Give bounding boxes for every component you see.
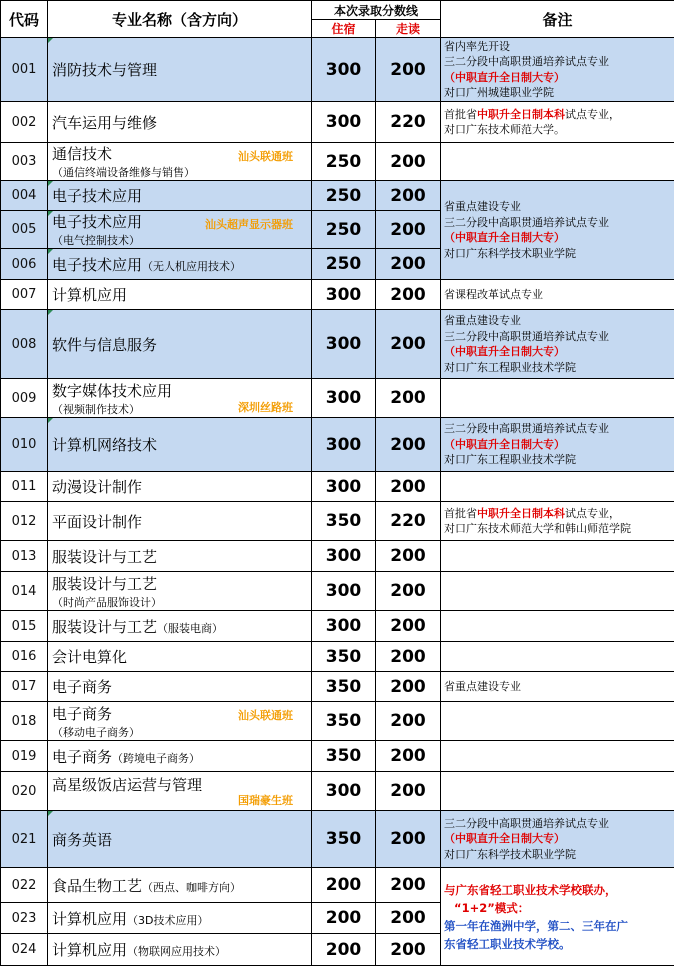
resident-score: 300 xyxy=(312,38,376,102)
major-direction: （3D技术应用） xyxy=(127,913,209,927)
commute-score: 220 xyxy=(376,102,441,143)
resident-score: 200 xyxy=(312,903,376,934)
commute-score: 200 xyxy=(376,772,441,811)
resident-score: 350 xyxy=(312,702,376,741)
commute-score: 200 xyxy=(376,472,441,502)
header-remark: 备注 xyxy=(441,1,674,38)
major-direction: （通信终端设备维修与销售） xyxy=(52,166,195,179)
commute-score: 200 xyxy=(376,143,441,181)
header-resident: 住宿 xyxy=(312,20,376,38)
remark-cell: 省课程改革试点专业 xyxy=(441,280,674,310)
table-row xyxy=(1,38,674,102)
commute-score: 200 xyxy=(376,741,441,772)
major-name: 汽车运用与维修 xyxy=(52,113,158,132)
row-code: 022 xyxy=(1,868,48,903)
remark-line-blue: 东省轻工职业技术学校。 xyxy=(444,936,571,951)
class-tag: 汕头超声显示器班 xyxy=(205,218,293,231)
table-row xyxy=(1,611,674,642)
resident-score: 300 xyxy=(312,102,376,143)
table-row xyxy=(1,811,674,868)
major-name: 计算机应用 xyxy=(52,941,128,959)
row-code: 003 xyxy=(1,143,48,181)
commute-score: 200 xyxy=(376,868,441,903)
remark-cell xyxy=(441,502,674,541)
table-row xyxy=(1,143,674,181)
row-code: 023 xyxy=(1,903,48,934)
remark-cell xyxy=(441,541,674,572)
resident-score: 300 xyxy=(312,772,376,811)
row-code: 012 xyxy=(1,502,48,541)
commute-score: 200 xyxy=(376,379,441,418)
remark-line: 三二分段中高职贯通培养试点专业 xyxy=(444,55,610,68)
remark-cell xyxy=(441,772,674,811)
major-name: 计算机应用 xyxy=(52,909,128,928)
commute-score: 200 xyxy=(376,934,441,966)
remark-line: 三二分段中高职贯通培养试点专业 xyxy=(444,422,610,436)
table-row xyxy=(1,741,674,772)
remark-text: 试点专业， xyxy=(565,506,621,520)
remark-cell xyxy=(441,379,674,418)
remark-line: 对口广东科学技术职业学院 xyxy=(444,246,577,260)
resident-score: 300 xyxy=(312,379,376,418)
major-name: 电子技术应用 xyxy=(52,213,143,231)
table-row xyxy=(1,418,674,472)
row-code: 020 xyxy=(1,772,48,811)
remark-line: 对口广东技术师范大学。 xyxy=(444,123,566,136)
remark-line-red: （中职直升全日制大专） xyxy=(444,437,566,451)
major-name: 会计电算化 xyxy=(52,648,128,666)
commute-score: 200 xyxy=(376,38,441,102)
remark-cell xyxy=(441,702,674,741)
table-row xyxy=(1,280,674,310)
major-name: 平面设计制作 xyxy=(52,512,143,531)
commute-score: 200 xyxy=(376,642,441,672)
remark-cell xyxy=(441,572,674,611)
major-direction: （视频制作技术） xyxy=(52,402,140,416)
resident-score: 300 xyxy=(312,541,376,572)
table-row xyxy=(1,642,674,672)
header-score-group: 本次录取分数线 xyxy=(312,1,441,20)
table-row xyxy=(1,379,674,418)
remark-text: 试点专业， xyxy=(565,107,621,121)
remark-line: 省内率先开设 xyxy=(444,39,511,53)
remark-line: 三二分段中高职贯通培养试点专业 xyxy=(444,215,610,229)
remark-cell xyxy=(441,310,674,379)
commute-score: 200 xyxy=(376,310,441,379)
remark-cell xyxy=(441,611,674,642)
row-code: 010 xyxy=(1,418,48,472)
resident-score: 300 xyxy=(312,472,376,502)
row-code: 011 xyxy=(1,472,48,502)
major-name: 动漫设计制作 xyxy=(52,478,143,496)
remark-text-red: 中职升全日制本科 xyxy=(477,506,566,520)
commute-score: 200 xyxy=(376,181,441,211)
major-name: 食品生物工艺 xyxy=(52,876,143,895)
row-code: 013 xyxy=(1,541,48,572)
row-code: 002 xyxy=(1,102,48,143)
row-code: 009 xyxy=(1,379,48,418)
row-code: 006 xyxy=(1,249,48,280)
remark-cell xyxy=(441,642,674,672)
resident-score: 350 xyxy=(312,642,376,672)
major-name: 电子商务 xyxy=(52,678,113,696)
commute-score: 200 xyxy=(376,418,441,472)
row-code: 014 xyxy=(1,572,48,611)
cell-marker xyxy=(48,249,53,254)
cell-marker xyxy=(48,418,53,423)
remark-cell xyxy=(441,418,674,472)
table-row xyxy=(1,310,674,379)
major-name: 电子商务 xyxy=(52,747,113,766)
commute-score: 200 xyxy=(376,572,441,611)
resident-score: 250 xyxy=(312,249,376,280)
resident-score: 300 xyxy=(312,418,376,472)
row-code: 017 xyxy=(1,672,48,702)
cell-marker xyxy=(48,211,53,216)
resident-score: 200 xyxy=(312,934,376,966)
major-name: 消防技术与管理 xyxy=(52,61,158,79)
resident-score: 350 xyxy=(312,672,376,702)
commute-score: 200 xyxy=(376,811,441,868)
resident-score: 300 xyxy=(312,572,376,611)
row-code: 015 xyxy=(1,611,48,642)
resident-score: 350 xyxy=(312,741,376,772)
major-name: 电子技术应用 xyxy=(52,255,143,274)
remark-text: 首批省 xyxy=(444,506,478,520)
major-name: 通信技术 xyxy=(52,145,113,163)
remark-cell xyxy=(441,472,674,502)
remark-line-red: （中职直升全日制大专） xyxy=(444,832,566,846)
major-direction: （跨境电子商务） xyxy=(112,751,201,765)
table-row xyxy=(1,502,674,541)
resident-score: 300 xyxy=(312,280,376,310)
resident-score: 300 xyxy=(312,611,376,642)
resident-score: 250 xyxy=(312,211,376,249)
remark-text: 首批省 xyxy=(444,107,478,121)
commute-score: 200 xyxy=(376,249,441,280)
major-name: 商务英语 xyxy=(52,830,113,849)
major-name: 服装设计与工艺 xyxy=(52,574,158,593)
major-direction: （时尚产品服饰设计） xyxy=(52,595,162,609)
remark-cell xyxy=(441,143,674,181)
remark-line: 对口广东技术师范大学和韩山师范学院 xyxy=(444,522,632,535)
row-code: 001 xyxy=(1,38,48,102)
class-tag: 汕头联通班 xyxy=(238,709,293,722)
table-row xyxy=(1,868,674,903)
resident-score: 300 xyxy=(312,310,376,379)
row-code: 004 xyxy=(1,181,48,211)
major-direction: （服装电商） xyxy=(157,621,224,635)
remark-text-red: 中职升全日制本科 xyxy=(477,107,566,121)
remark-line: 省重点建设专业 xyxy=(444,200,522,213)
remark-cell xyxy=(441,811,674,868)
major-direction: （西点、咖啡方向） xyxy=(142,880,242,894)
remark-line: 省重点建设专业 xyxy=(444,314,522,327)
cell-marker xyxy=(48,38,53,43)
commute-score: 200 xyxy=(376,702,441,741)
remark-line-red: （中职直升全日制大专） xyxy=(444,70,566,84)
remark-cell xyxy=(441,868,674,966)
major-direction: （移动电子商务） xyxy=(52,725,140,739)
remark-cell xyxy=(441,102,674,143)
major-name: 计算机网络技术 xyxy=(52,436,158,454)
major-name: 服装设计与工艺 xyxy=(52,617,158,636)
major-name: 电子技术应用 xyxy=(52,187,143,205)
commute-score: 200 xyxy=(376,672,441,702)
table-row xyxy=(1,572,674,611)
cell-marker xyxy=(48,811,53,816)
remark-line-red: 与广东省轻工职业技术学校联办， xyxy=(444,882,617,897)
header-commute: 走读 xyxy=(376,20,441,38)
remark-line: 对口广州城建职业学院 xyxy=(444,86,555,99)
major-direction: （电气控制技术） xyxy=(52,234,140,247)
major-name: 电子商务 xyxy=(52,704,113,723)
resident-score: 350 xyxy=(312,502,376,541)
commute-score: 200 xyxy=(376,611,441,642)
major-direction: （物联网应用技术） xyxy=(127,945,227,958)
commute-score: 200 xyxy=(376,903,441,934)
commute-score: 200 xyxy=(376,211,441,249)
table-row xyxy=(1,702,674,741)
major-name: 高星级饭店运营与管理 xyxy=(52,776,203,794)
table-row xyxy=(1,772,674,811)
remark-line: 三二分段中高职贯通培养试点专业 xyxy=(444,329,610,343)
remark-line: 对口广东科学技术职业学院 xyxy=(444,847,577,861)
resident-score: 350 xyxy=(312,811,376,868)
remark-cell xyxy=(441,741,674,772)
row-code: 007 xyxy=(1,280,48,310)
major-direction: （无人机应用技术） xyxy=(142,259,242,273)
class-tag: 国瑞豪生班 xyxy=(238,794,293,807)
table-row xyxy=(1,541,674,572)
resident-score: 250 xyxy=(312,181,376,211)
cell-marker xyxy=(48,310,53,315)
remark-cell: 省重点建设专业 xyxy=(441,672,674,702)
remark-line-red: “1+2”模式： xyxy=(454,900,530,915)
cell-marker xyxy=(48,181,53,186)
major-name: 计算机应用 xyxy=(52,286,128,304)
row-code: 016 xyxy=(1,642,48,672)
row-code: 021 xyxy=(1,811,48,868)
major-name: 服装设计与工艺 xyxy=(52,547,158,566)
row-code: 019 xyxy=(1,741,48,772)
header-code: 代码 xyxy=(1,1,48,38)
header-major: 专业名称（含方向） xyxy=(48,1,312,38)
class-tag: 深圳丝路班 xyxy=(238,401,293,414)
commute-score: 220 xyxy=(376,502,441,541)
remark-line: 对口广东工程职业技术学院 xyxy=(444,453,577,467)
remark-line: 对口广东工程职业技术学院 xyxy=(444,360,577,374)
remark-line: 三二分段中高职贯通培养试点专业 xyxy=(444,816,610,830)
resident-score: 200 xyxy=(312,868,376,903)
table-row xyxy=(1,672,674,702)
table-row xyxy=(1,472,674,502)
major-name: 软件与信息服务 xyxy=(52,335,158,354)
remark-cell xyxy=(441,181,674,280)
row-code: 008 xyxy=(1,310,48,379)
remark-line-red: （中职直升全日制大专） xyxy=(444,345,566,358)
remark-cell xyxy=(441,38,674,102)
class-tag: 汕头联通班 xyxy=(238,150,293,163)
major-name: 数字媒体技术应用 xyxy=(52,381,173,400)
table-row xyxy=(1,181,674,211)
remark-line-blue: 第一年在渔洲中学，第二、三年在广 xyxy=(444,918,629,933)
remark-line-red: （中职直升全日制大专） xyxy=(444,231,566,244)
commute-score: 200 xyxy=(376,541,441,572)
resident-score: 250 xyxy=(312,143,376,181)
commute-score: 200 xyxy=(376,280,441,310)
row-code: 005 xyxy=(1,211,48,249)
row-code: 024 xyxy=(1,934,48,966)
table-row xyxy=(1,102,674,143)
row-code: 018 xyxy=(1,702,48,741)
